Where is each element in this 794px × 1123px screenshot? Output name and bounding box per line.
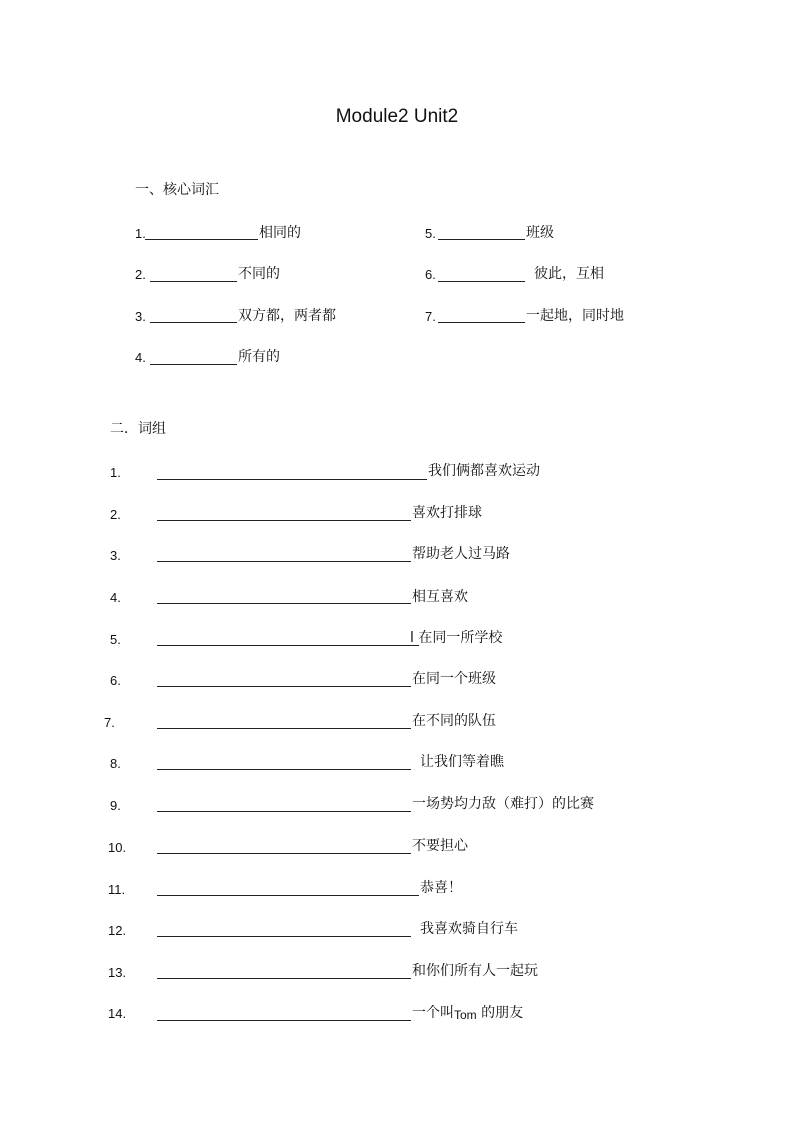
phrase-meaning: 喜欢打排球 [412, 505, 482, 521]
phrase-number: 9. [110, 798, 121, 813]
phrase-number: 8. [110, 756, 121, 771]
phrase-meaning: 在同一个班级 [412, 671, 496, 687]
answer-blank[interactable] [157, 895, 419, 896]
answer-blank[interactable] [157, 645, 419, 646]
answer-blank[interactable] [157, 978, 411, 979]
answer-blank[interactable] [157, 603, 411, 604]
vocab-meaning: 一起地，同时地 [526, 308, 624, 324]
vocab-meaning: 班级 [526, 225, 554, 241]
answer-blank[interactable] [157, 728, 411, 729]
answer-blank[interactable] [438, 281, 525, 282]
section-heading-vocabulary: 一、核心词汇 [135, 182, 219, 198]
vocab-meaning: 不同的 [238, 266, 280, 282]
phrase-number: 14. [108, 1006, 127, 1021]
vocab-number: 5. [425, 226, 436, 241]
page-title: Module2 Unit2 [335, 106, 459, 127]
phrase-meaning: 让我们等着瞧 [420, 754, 504, 770]
answer-blank[interactable] [157, 520, 411, 521]
vocab-number: 4. [135, 350, 146, 365]
answer-blank[interactable] [157, 686, 411, 687]
phrase-meaning: 帮助老人过马路 [412, 546, 510, 562]
phrase-number: 13. [108, 965, 127, 980]
phrase-number: 12. [108, 923, 127, 938]
answer-blank[interactable] [157, 1020, 411, 1021]
phrase-number: 2. [110, 507, 121, 522]
answer-blank[interactable] [157, 561, 411, 562]
vocab-number: 2. [135, 267, 146, 282]
phrase-meaning: 一场势均力敌（难打）的比赛 [412, 796, 594, 812]
vocab-meaning: 相同的 [259, 225, 301, 241]
answer-blank[interactable] [150, 281, 237, 282]
phrase-meaning: 和你们所有人一起玩 [412, 963, 538, 979]
phrase-number: 7. [104, 715, 115, 730]
vocab-meaning: 所有的 [238, 349, 280, 365]
answer-blank[interactable] [438, 239, 525, 240]
meaning-post: 的朋友 [476, 1005, 524, 1021]
phrase-number: 6. [110, 673, 121, 688]
vocab-meaning: 双方都，两者都 [238, 308, 336, 324]
phrase-meaning: 我喜欢骑自行车 [420, 921, 518, 937]
phrase-number: 11. [108, 882, 126, 897]
answer-blank[interactable] [157, 936, 411, 937]
phrase-meaning: 恭喜！ [420, 880, 462, 896]
answer-blank[interactable] [157, 853, 411, 854]
phrase-meaning [412, 1002, 523, 1022]
phrase-meaning: l 在同一所学校 [410, 630, 503, 646]
vocab-meaning: 彼此，互相 [534, 266, 604, 282]
vocab-number: 6. [425, 267, 436, 282]
phrase-number: 1. [110, 465, 121, 480]
vocab-number: 3. [135, 309, 146, 324]
phrase-number: 4. [110, 590, 121, 605]
phrase-number: 3. [110, 548, 121, 563]
phrase-number: 10. [108, 840, 127, 855]
section-heading-phrases: 二．词组 [110, 421, 166, 437]
answer-blank[interactable] [157, 811, 411, 812]
phrase-meaning: 相互喜欢 [412, 589, 468, 605]
phrase-meaning: 不要担心 [412, 838, 468, 854]
phrase-meaning: 在不同的队伍 [412, 713, 496, 729]
answer-blank[interactable] [157, 479, 427, 480]
answer-blank[interactable] [157, 769, 411, 770]
phrase-number: 5. [110, 632, 121, 647]
meaning-pre: 一个叫 [412, 1005, 454, 1021]
answer-blank[interactable] [150, 364, 237, 365]
answer-blank[interactable] [145, 239, 258, 240]
answer-blank[interactable] [150, 322, 237, 323]
vocab-number: 1. [135, 226, 146, 241]
phrase-meaning: 我们俩都喜欢运动 [428, 463, 540, 479]
vocab-number: 7. [425, 309, 436, 324]
answer-blank[interactable] [438, 322, 525, 323]
meaning-name: Tom [454, 1008, 477, 1022]
